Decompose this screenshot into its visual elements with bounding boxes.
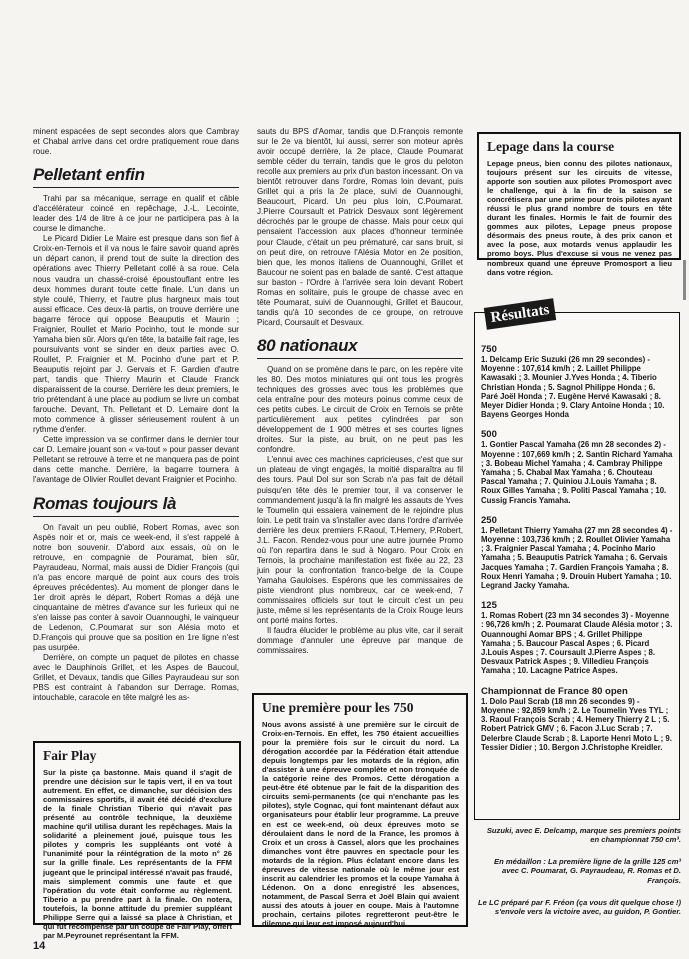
results-class-standings: 1. Dolo Paul Scrab (18 mn 26 secondes 9) - Moyenne : 92,859 km/h ; 2. Le Toumelin Yves TYL ; 3. Raoul François Scrab ; 4. Hemery Thierry 2 L ; 5. Robert Patrick GMV ; 6. Facon J.Luc Scrab ; 7. Delerbre Claude Scrab ; 8. Laporte Henri Moto L ; 9. Tessier Didier ; 10. Bergon J.Christophe Kreidler. [481,696,672,752]
results-class-standings: 1. Romas Robert (23 mn 34 secondes 3) - Moyenne : 96,726 km/h ; 2. Poumarat Claude Alésia motor ; 3. Ouannoughi Aomar BPS ; 4. Grillet Philippe Yamaha ; 5. Baucour Pascal Aspes ; 6. Picard J.Louis Aspes ; 7. Coursault J.Pierre Aspes ; 8. Desvaux Patrick Aspes ; 9. Villedieu François Yamaha ; 10. Lacagne Patrice Aspes. [481,611,673,676]
intro-paragraph: minent espacées de sept secondes alors que Cambray et Chabal arrive dans cet ordre pratiquement roue dans roue. [33,127,239,157]
paragraph: sauts du BPS d'Aomar, tandis que D.François remonte sur le 2e va bientôt, lui aussi, serrer son moteur après avoir occupé derrière, la 2e place, Claude Poumarat semble céder du terrain, tandis que le gros du peloton recolle aux premiers au prix d'un baston incessant. On va bientôt retrouver dans l'ordre, Romas loin devant, puis Grillet qui a pris la 2e place, suivi de Ouannoughi, Beaucourt, Picard. Un peu plus loin, C.Poumarat. J.Pierre Coursault et Patrick Desvaux sont légèrement décrochés par le groupe de chasse. Mais pour ceux qui pensaient l'accession aux places d'honneur terminée pour Claude, c'était un peu prématuré, car sans bruit, si on peut dire, on retrouve l'Alésia Motor en 2e position, bien que, les monos italiens de Ouannoughi, Grillet et Baucour ne soient pas en balade de santé. C'est attaque sur baston - l'Ordre à l'arrivée sera loin devant Robert Romas en solitaire, puis le groupe de chasse avec en tête Poumarat, suivi de Ouannoughi, Grillet et Baucour, tandis qu'à 10 secondes de ce groupe, on retrouve Picard, Coursault et Desvaux. [257,127,463,327]
paragraph: Quand on se promène dans le parc, on les repère vite les 80. Des motos miniatures qui ont tous les progrès techniques des grosses avec tous les problèmes que cela entraîne pour des moteurs poinus comme ceux de ces petits cubes. Le circuit de Croix en Ternois se prête particulièrement aux petites cylindrées par son développement de 1 900 mètres et ses courtes lignes droites. Sur la piste, au bruit, on ne peut pas les confondre. [257,364,463,455]
results-class-standings: 1. Pelletant Thierry Yamaha (27 mn 28 secondes 4) - Moyenne : 103,736 km/h ; 2. Roullet Olivier Yamaha ; 3. Fraignier Pascal Yamaha ; 4. Pocinho Mario Yamaha ; 5. Beauputis Patrick Yamaha ; 6. Gervais Jacques Yamaha ; 7. Gardien François Yamaha ; 8. Roux Henri Yamaha ; 9. Drouin Hubert Yamaha ; 10. Legrand Jacky Yamaha. [481,525,673,591]
paragraph: Cette impression va se confirmer dans le dernier tour car D. Lemaire jouant son « va-tout » pour passer devant Pelletant se retrouve à terre et ne manquera pas de point dans cette manche. Derrière, la bagarre tournera à l'avantage de Olivier Roullet devant Fraignier et Pocinho. [33,435,239,485]
results-class-name: Championnat de France 80 open [481,685,628,697]
paragraph: Le Picard Didier Le Maire est presque dans son fief à Croix-en-Ternois et il va nous le faire savoir quand après un départ canon, il prend tout de suite la direction des opérations avec Thierry Pelletant collé à sa roue. Cela nous vaudra un chassé-croisé époustouflant entre les deux hommes durant toute cette finale. L'un dans un style coulé, Thierry, et l'autre plus hargneux mais tout aussi efficace. Ces deux-là partis, on trouve derrière une bagarre féroce qui oppose Beauputis et Maurin ; Fraignier, Roullet et Mario Pocinho, tout le monde sur Yamaha bien sûr. Alors qu'en tête, la bataille fait rage, les poursuivants vont se sinder en deux parties avec O. Roullet, P. Fraignier et M. Pocinho d'une part et P. Beauputis rejoint par J. Gervais et F. Gardien d'autre part, tandis que Thierry Maurin et Claude Franck disparaissent de la course. Derrière les deux premiers, le trio prétendant à une place au podium se livre un combat farouche. Devant, Th. Pelletant et D. Lemaire dont la moto commence à glisser sérieusement roulent à un rythme d'enfer. [33,234,239,435]
caption-lc: Le LC préparé par F. Fréon (ça vous dit quelque chose !) s'envole vers la victoire avec, au guidon, P. Gontier. [478,898,681,917]
results-class-standings: 1. Delcamp Eric Suzuki (26 mn 29 secondes) - Moyenne : 107,614 km/h ; 2. Laillet Philippe Kawasaki ; 3. Mounier J.Yves Honda ; 4. Tiberio Christian Honda ; 5. Sagnol Philippe Honda ; 6. Paré Joël Honda ; 7. Eugène Hervé Kawasaki ; 8. Meyer Didier Honda ; 9. Clary Antoine Honda ; 10. Bayens Georges Honda [481,355,665,420]
heading-pelletant-enfin: Pelletant enfin [33,165,239,188]
results-class-name: 125 [481,600,497,612]
paragraph: Trahi par sa mécanique, serrage en qualif et câble d'accélérateur coincé en repêchage, J.-L. Lecointe, leader des 1/4 de litre à ce jour ne participera pas à la course le dimanche. [33,194,239,234]
lepage-box [477,132,681,277]
results-class-name: 500 [481,429,497,441]
fair-play-title: Fair Play [43,748,97,763]
fair-play-box [33,741,241,940]
results-title: Résultats [484,298,556,330]
lepage-title: Lepage dans la course [487,139,615,154]
premiere-750-box [252,693,468,927]
premiere-750-title: Une première pour les 750 [262,700,414,715]
paragraph: Il faudra élucider le problème au plus vite, car il serait dommage d'annuler une épreuve par manque de commissaires. [257,626,463,656]
results-list [481,344,673,762]
paragraph: On l'avait un peu oublié, Robert Romas, avec son Aspès noir et or, mais ce week-end, il s'est rappelé à notre bon souvenir. D'abord aux essais, où on le retrouve, en compagnie de Pouramat, bien sûr, Payraudeau, Normal, mais aussi de Didier François (qui n'a pas encore marqué de point aux cours des trois épreuves précédentes). Au moment de plonger dans le 1er droit après le départ, Robert Romas a déjà une cinquantaine de mètres d'avance sur les furieux qui ne s'en laisse pas conter à savoir Ouannoughi, le vainqueur de Ledenon, C.Poumarat sur son Alésia moto et D.François qui prouve que sa position en 1re ligne n'est pas usurpée. [33,522,239,653]
lepage-body: Lepage pneus, bien connu des pilotes nationaux, toujours présent sur les circuits de vitesse, apporte son soutien aux pilotes Promosport avec le challenge, qui à la fin de la saison se concrétisera par une prime pour trois pilotes ayant réussi le plus grand nombre de tours en tête durant les finales. Hormis le fait de fournir des gommes aux pilotes, Lepage pneus propose désormais des pneus route, à des prix canon et avec la pose, aux motards venus applaudir les promo boys. Plus d'excuse si vous ne venez pas nombreux quand une épreuve Promosport a lieu dans votre région. [487,159,672,277]
page-edge-mark [683,260,686,300]
column-1 [33,127,239,703]
results-class-standings: 1. Gontier Pascal Yamaha (26 mn 28 secondes 2) - Moyenne : 107,669 km/h ; 2. Santin Richard Yamaha ; 3. Bobeau Michel Yamaha ; 4. Cambray Philippe Yamaha ; 5. Chabal Max Yamaha ; 6. Chouteau Pascal Yamaha ; 7. Quiniou J.Louis Yamaha ; 8. Roux Gilles Yamaha ; 9. Politi Pascal Yamaha ; 10. Cussig Francis Yamaha. [481,440,673,505]
results-class-name: 750 [481,344,497,355]
paragraph: L'ennui avec ces machines capricieuses, c'est que sur un plateau de vingt engagés, la moitié disparaîtra au fil des tours. Paul Dol sur son Scrab n'a pas fait de détail puisqu'en tête dès le premier tour, il va conserver le commandement jusqu'à la fin malgré les assauts de Yves le Toumelin qui essaiera vainement de le rejoindre plus loin. Le petit train va s'installer avec dans l'ordre d'arrivée derrière les deux premiers F.Raoul, T.Hemery, P.Robert, J.L. Facon. Rendez-vous pour une autre journée Promo où l'on repartira dans le sud à Nogaro. Pour Croix en Ternois, la prochaine manifestation est fixée au 22, 23 juin pour la confrontation franco-belge de la Coupe Yamaha Gauloises. Espérons que les commissaires de piste viendront plus nombreux, car ce week-end, 7 commissaires officiels sur tout le circuit c'est un peu juste, même si les représentants de la Croix Rouge leurs ont porté mains fortes. [257,455,463,626]
caption-medaillon: En médaillon : La première ligne de la grille 125 cm³ avec C. Poumarat, G. Payraudeau, R. Romas et D. François. [494,857,681,885]
heading-80-nationaux: 80 nationaux [257,336,463,359]
fair-play-body: Sur la piste ça bastonne. Mais quand il s'agit de prendre une décision sur le tapis vert, il en va tout autrement. En effet, ce dimanche, sur décision des commissaires sportifs, il avait été décidé d'exclure de la finale Christian Tiberio qui n'avait pas présenté au contrôle technique, la deuxième machine qu'il utilisa durant les repêchages. Mais la solidarité a pleinement joué, puisque tous les pilotes y compris les suppléants ont voté à l'unanimité pour la réintégration de la moto n° 26 sur la grille finale. Les représentants de la FFM jugeant que le principal intéressé n'avait pas fraudé, mais simplement commis une faute et que l'opération du vote était conforme au règlement. Tiberio a pu prendre part à la finale. On notera, toutefois, la bonne attitude du premier suppléant Philippe Serre qui a laissé sa place à Christian, et qui fut récompensé par un coupe de Fair Play, offert par M.Peyrounet représentant la FFM. [43,768,232,940]
caption-suzuki: Suzuki, avec E. Delcamp, marque ses premiers points en championnat 750 cm³. [486,826,681,845]
premiere-750-body: Nous avons assisté à une première sur le circuit de Croix-en-Ternois. En effet, les 750 étaient accueillies pour la première fois sur le circuit du nord. La dérogation accordée par la Fédération était attendue depuis longtemps par les motards de la région, afin d'assister à une épreuve complète et non tronquée de la catégorie reine des Promos. Cette dérogation a peut-être été obtenue par le fait de la disparition des circuits semi-permanents (ce qui n'enchante pas les pilotes), style Cognac, qui font maintenant défaut aux organisateurs pour établir leur programme. La preuve en est ce week-end, où deux épreuves moto se déroulaient dans le nord de la France, les promos à Croix et un cross à Cassel, alors que les prochaines dimanches vont être pauvres en spectacle pour les motards de la région. Plus éclatant encore dans les épreuves de vitesse nationale où le même jour est inscrit au calendrier les promos et la coupe Yamaha à Lédenon. On a donc enregistré les absences, notamment, de Pascal Serra et Joël Blain qui avaient aussi des atouts à jouer en coupe. Mais à l'automne prochain, certains pilotes regretteront peut-être le dilemne qui leur est imposé aujourd'hui. [262,720,459,929]
results-class-name: 250 [481,514,497,526]
column-2 [257,127,463,656]
paragraph: Derrière, on compte un paquet de pilotes en chasse avec le Dauphinois Grillet, et les Aspes de Baucoul, Grillet, et Devaux, tandis que Gilles Payraudeau sur son PBS est contraint à l'abandon sur Derrage. Romas, intouchable, caracole en tête malgré les as- [33,653,239,703]
heading-romas-toujours-la: Romas toujours là [33,494,239,517]
page-number: 14 [33,940,46,952]
